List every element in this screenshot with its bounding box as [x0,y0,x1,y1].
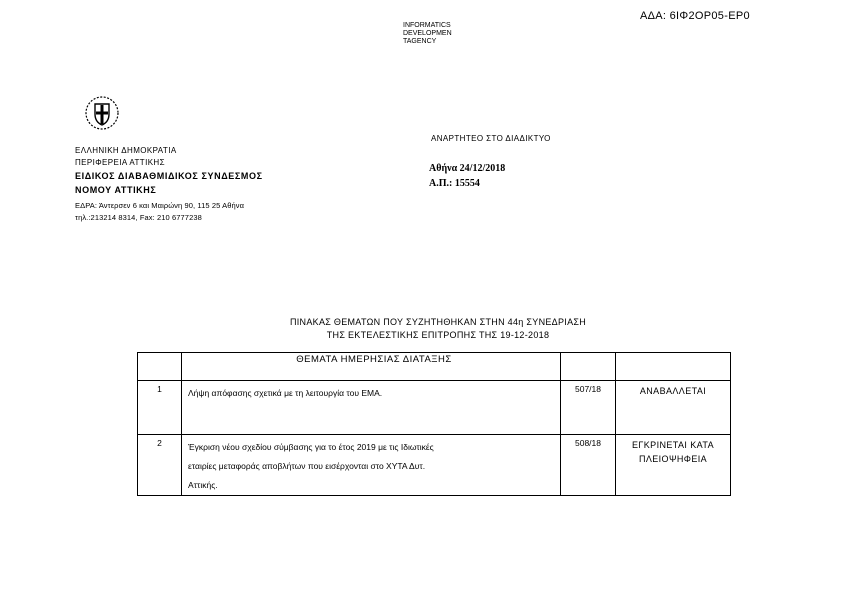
decision-line: ΠΛΕΙΟΨΗΦΕΙΑ [638,454,708,464]
document-title [0,316,842,342]
address-line: ΕΔΡΑ: Άντερσεν 6 και Μαιρώνη 90, 115 25 Αθήνα [75,201,245,210]
title-line: ΠΙΝΑΚΑΣ ΘΕΜΑΤΩΝ ΠΟΥ ΣΥΖΗΤΗΘΗΚΑΝ ΣΤΗΝ 44η ΣΥΝΕΔΡΙΑΣΗ [289,317,587,327]
protocol-line: Α.Π.: 15554 [429,178,480,189]
agenda-table [137,352,731,496]
stamp-line: INFORMATICS [403,22,451,29]
date-line: Αθήνα 24/12/2018 [429,163,506,174]
ada-code: ΑΔΑ: 6ΙΦ2ΟΡ05-ΕΡ0 [640,10,750,22]
topic-description [182,381,561,435]
issuer-header [75,145,263,224]
topic-line: Λήψη απόφασης σχετικά με τη λειτουργία του ΕΜΑ. [188,388,383,398]
topic-line: Έγκριση νέου σχεδίου σύμβασης για το έτος 2019 με τις Ιδιωτικές [188,442,434,452]
organization-name: ΕΙΔΙΚΟΣ ΔΙΑΒΑΘΜΙΔΙΚΟΣ ΣΥΝΔΕΣΜΟΣ [75,171,263,181]
table-row [138,381,731,435]
region-label: ΠΕΡΙΦΕΡΕΙΑ ΑΤΤΙΚΗΣ [75,158,165,167]
decision-outcome [616,435,731,496]
table-cell [616,353,731,381]
topic-description [182,435,561,496]
country-label: ΕΛΛΗΝΙΚΗ ΔΗΜΟΚΡΑΤΙΑ [75,146,177,155]
row-number: 1 [138,381,182,435]
decision-outcome [616,381,731,435]
decision-number: 508/18 [561,435,616,496]
posted-online-notice: ΑΝΑΡΤΗΤΕΟ ΣΤΟ ΔΙΑΔΙΚΤΥΟ [431,134,551,143]
title-line: ΤΗΣ ΕΚΤΕΛΕΣΤΙΚΗΣ ΕΠΙΤΡΟΠΗΣ ΤΗΣ 19-12-2018 [326,330,550,340]
stamp-line: DEVELOPMEN [403,30,452,37]
decision-line: ΕΓΚΡΙΝΕΤΑΙ ΚΑΤΑ [632,440,714,450]
table-header-topics: ΘΕΜΑΤΑ ΗΜΕΡΗΣΙΑΣ ΔΙΑΤΑΞΗΣ [182,353,561,381]
table-header-row [138,353,731,381]
stamp-line: TAGENCY [403,38,437,45]
topic-line: εταιρίες μεταφοράς αποβλήτων που εισέρχονται στο ΧΥΤΑ Δυτ. [188,461,426,471]
table-cell [138,353,182,381]
informatics-stamp [403,22,452,46]
phone-line: τηλ.:213214 8314, Fax: 210 6777238 [75,213,202,222]
prefecture-name: ΝΟΜΟΥ ΑΤΤΙΚΗΣ [75,185,157,195]
topic-line: Αττικής. [188,480,218,490]
row-number: 2 [138,435,182,496]
decision-number: 507/18 [561,381,616,435]
date-protocol-block [429,161,505,191]
greek-emblem-icon [84,95,120,131]
table-cell [561,353,616,381]
decision-line: ΑΝΑΒΑΛΛΕΤΑΙ [639,386,707,396]
table-row [138,435,731,496]
